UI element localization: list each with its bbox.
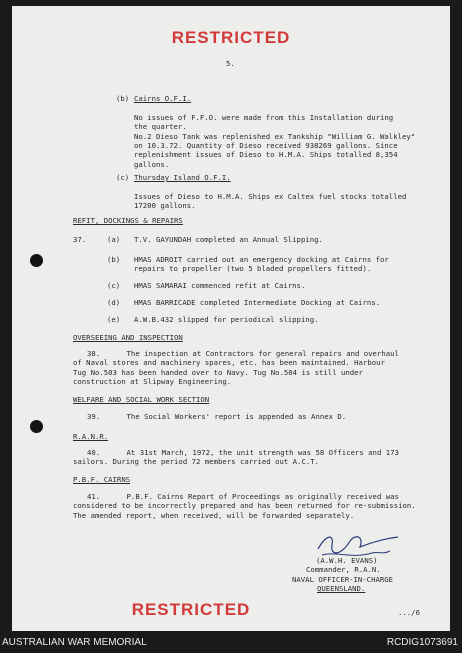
document-page bbox=[12, 6, 450, 631]
list-item-label: (c) bbox=[107, 281, 121, 290]
text-line: Issues of Dieso to H.M.A. Ships ex Caltex fuel stocks totalled bbox=[134, 192, 407, 201]
section-c-heading: Thursday Island O.F.I. bbox=[134, 173, 231, 182]
text-line: considered to be incorrectly prepared and has been returned for re-submission. bbox=[73, 501, 416, 511]
list-item-text: A.W.B.432 slipped for periodical slipping. bbox=[134, 315, 319, 324]
restricted-stamp-top: RESTRICTED bbox=[171, 28, 291, 47]
text-line: No.2 Dieso Tank was replenished ex Tankship "William G. Walkley" bbox=[134, 131, 416, 141]
list-item-label: (d) bbox=[107, 298, 121, 307]
archive-id: RCDIG1073691 bbox=[386, 637, 458, 648]
text-line: 38. The inspection at Contractors for general repairs and overhaul bbox=[87, 349, 399, 358]
list-item-text: T.V. GAYUNDAH completed an Annual Slipping. bbox=[134, 235, 323, 244]
signature-line: (A.W.H. EVANS) bbox=[316, 556, 378, 565]
text-line: sailors. During the period 72 members carried out A.C.T. bbox=[73, 457, 320, 467]
list-item-text: repairs to propeller (two 5 bladed propellers fitted). bbox=[134, 264, 372, 274]
archive-name: AUSTRALIAN WAR MEMORIAL bbox=[2, 637, 147, 648]
refit-heading: REFIT, DOCKINGS & REPAIRS bbox=[73, 216, 183, 225]
list-item-text: HMAS BARRICADE completed Intermediate Docking at Cairns. bbox=[134, 298, 381, 307]
section-b-heading: Cairns O.F.I. bbox=[134, 94, 192, 103]
list-item-text: HMAS ADROIT carried out an emergency docking at Cairns for bbox=[134, 255, 389, 264]
text-line: The amended report, when received, will be forwarded separately. bbox=[73, 510, 355, 520]
punch-hole-lower bbox=[30, 420, 43, 433]
text-line: gallons. bbox=[134, 159, 170, 169]
continuation-marker: .../6 bbox=[398, 608, 420, 617]
list-item-label: (e) bbox=[107, 315, 121, 324]
restricted-stamp-bottom: RESTRICTED bbox=[131, 600, 251, 619]
ranr-heading: R.A.N.R. bbox=[73, 432, 109, 441]
signature-line: QUEENSLAND. bbox=[317, 583, 366, 593]
punch-hole-upper bbox=[30, 254, 43, 267]
text-line: 17200 gallons. bbox=[134, 201, 196, 211]
text-line: 41. P.B.F. Cairns Report of Proceedings as originally received was bbox=[87, 492, 399, 501]
text-line: of Naval stores and machinery spares, etc. has been maintained. Harbour bbox=[73, 358, 385, 368]
pbf-heading: P.B.F. CAIRNS bbox=[73, 475, 131, 484]
para-37-number: 37. bbox=[73, 235, 87, 244]
list-item-text: HMAS SAMARAI commenced refit at Cairns. bbox=[134, 281, 306, 290]
signature-line: NAVAL OFFICER-IN-CHARGE bbox=[292, 574, 394, 584]
text-line: No issues of F.F.O. were made from this Installation during bbox=[134, 113, 394, 122]
text-line: the quarter. bbox=[134, 122, 187, 132]
text-line: on 10.3.72. Quantity of Dieso received 938269 gallons. Since bbox=[134, 140, 398, 150]
overseeing-heading: OVERSEEING AND INSPECTION bbox=[73, 333, 183, 342]
section-c-label: (c) bbox=[116, 173, 130, 182]
signature-line: Commander, R.A.N. bbox=[306, 565, 381, 575]
para-39: 39. The Social Workers' report is appended as Annex D. bbox=[87, 412, 347, 421]
list-item-label: (b) bbox=[107, 255, 121, 264]
page-number: 5. bbox=[226, 59, 235, 68]
section-b-label: (b) bbox=[116, 94, 130, 103]
welfare-heading: WELFARE AND SOCIAL WORK SECTION bbox=[73, 395, 210, 404]
text-line: Tug No.503 has been handed over to Navy. Tug No.504 is still under bbox=[73, 367, 363, 377]
list-item-label: (a) bbox=[107, 235, 121, 244]
archive-footer bbox=[0, 635, 462, 653]
text-line: 40. At 31st March, 1972, the unit strength was 58 Officers and 173 bbox=[87, 448, 399, 457]
text-line: replenishment issues of Dieso to H.M.A. Ships totalled 8,354 bbox=[134, 150, 398, 160]
text-line: construction at Slipway Engineering. bbox=[73, 376, 232, 386]
